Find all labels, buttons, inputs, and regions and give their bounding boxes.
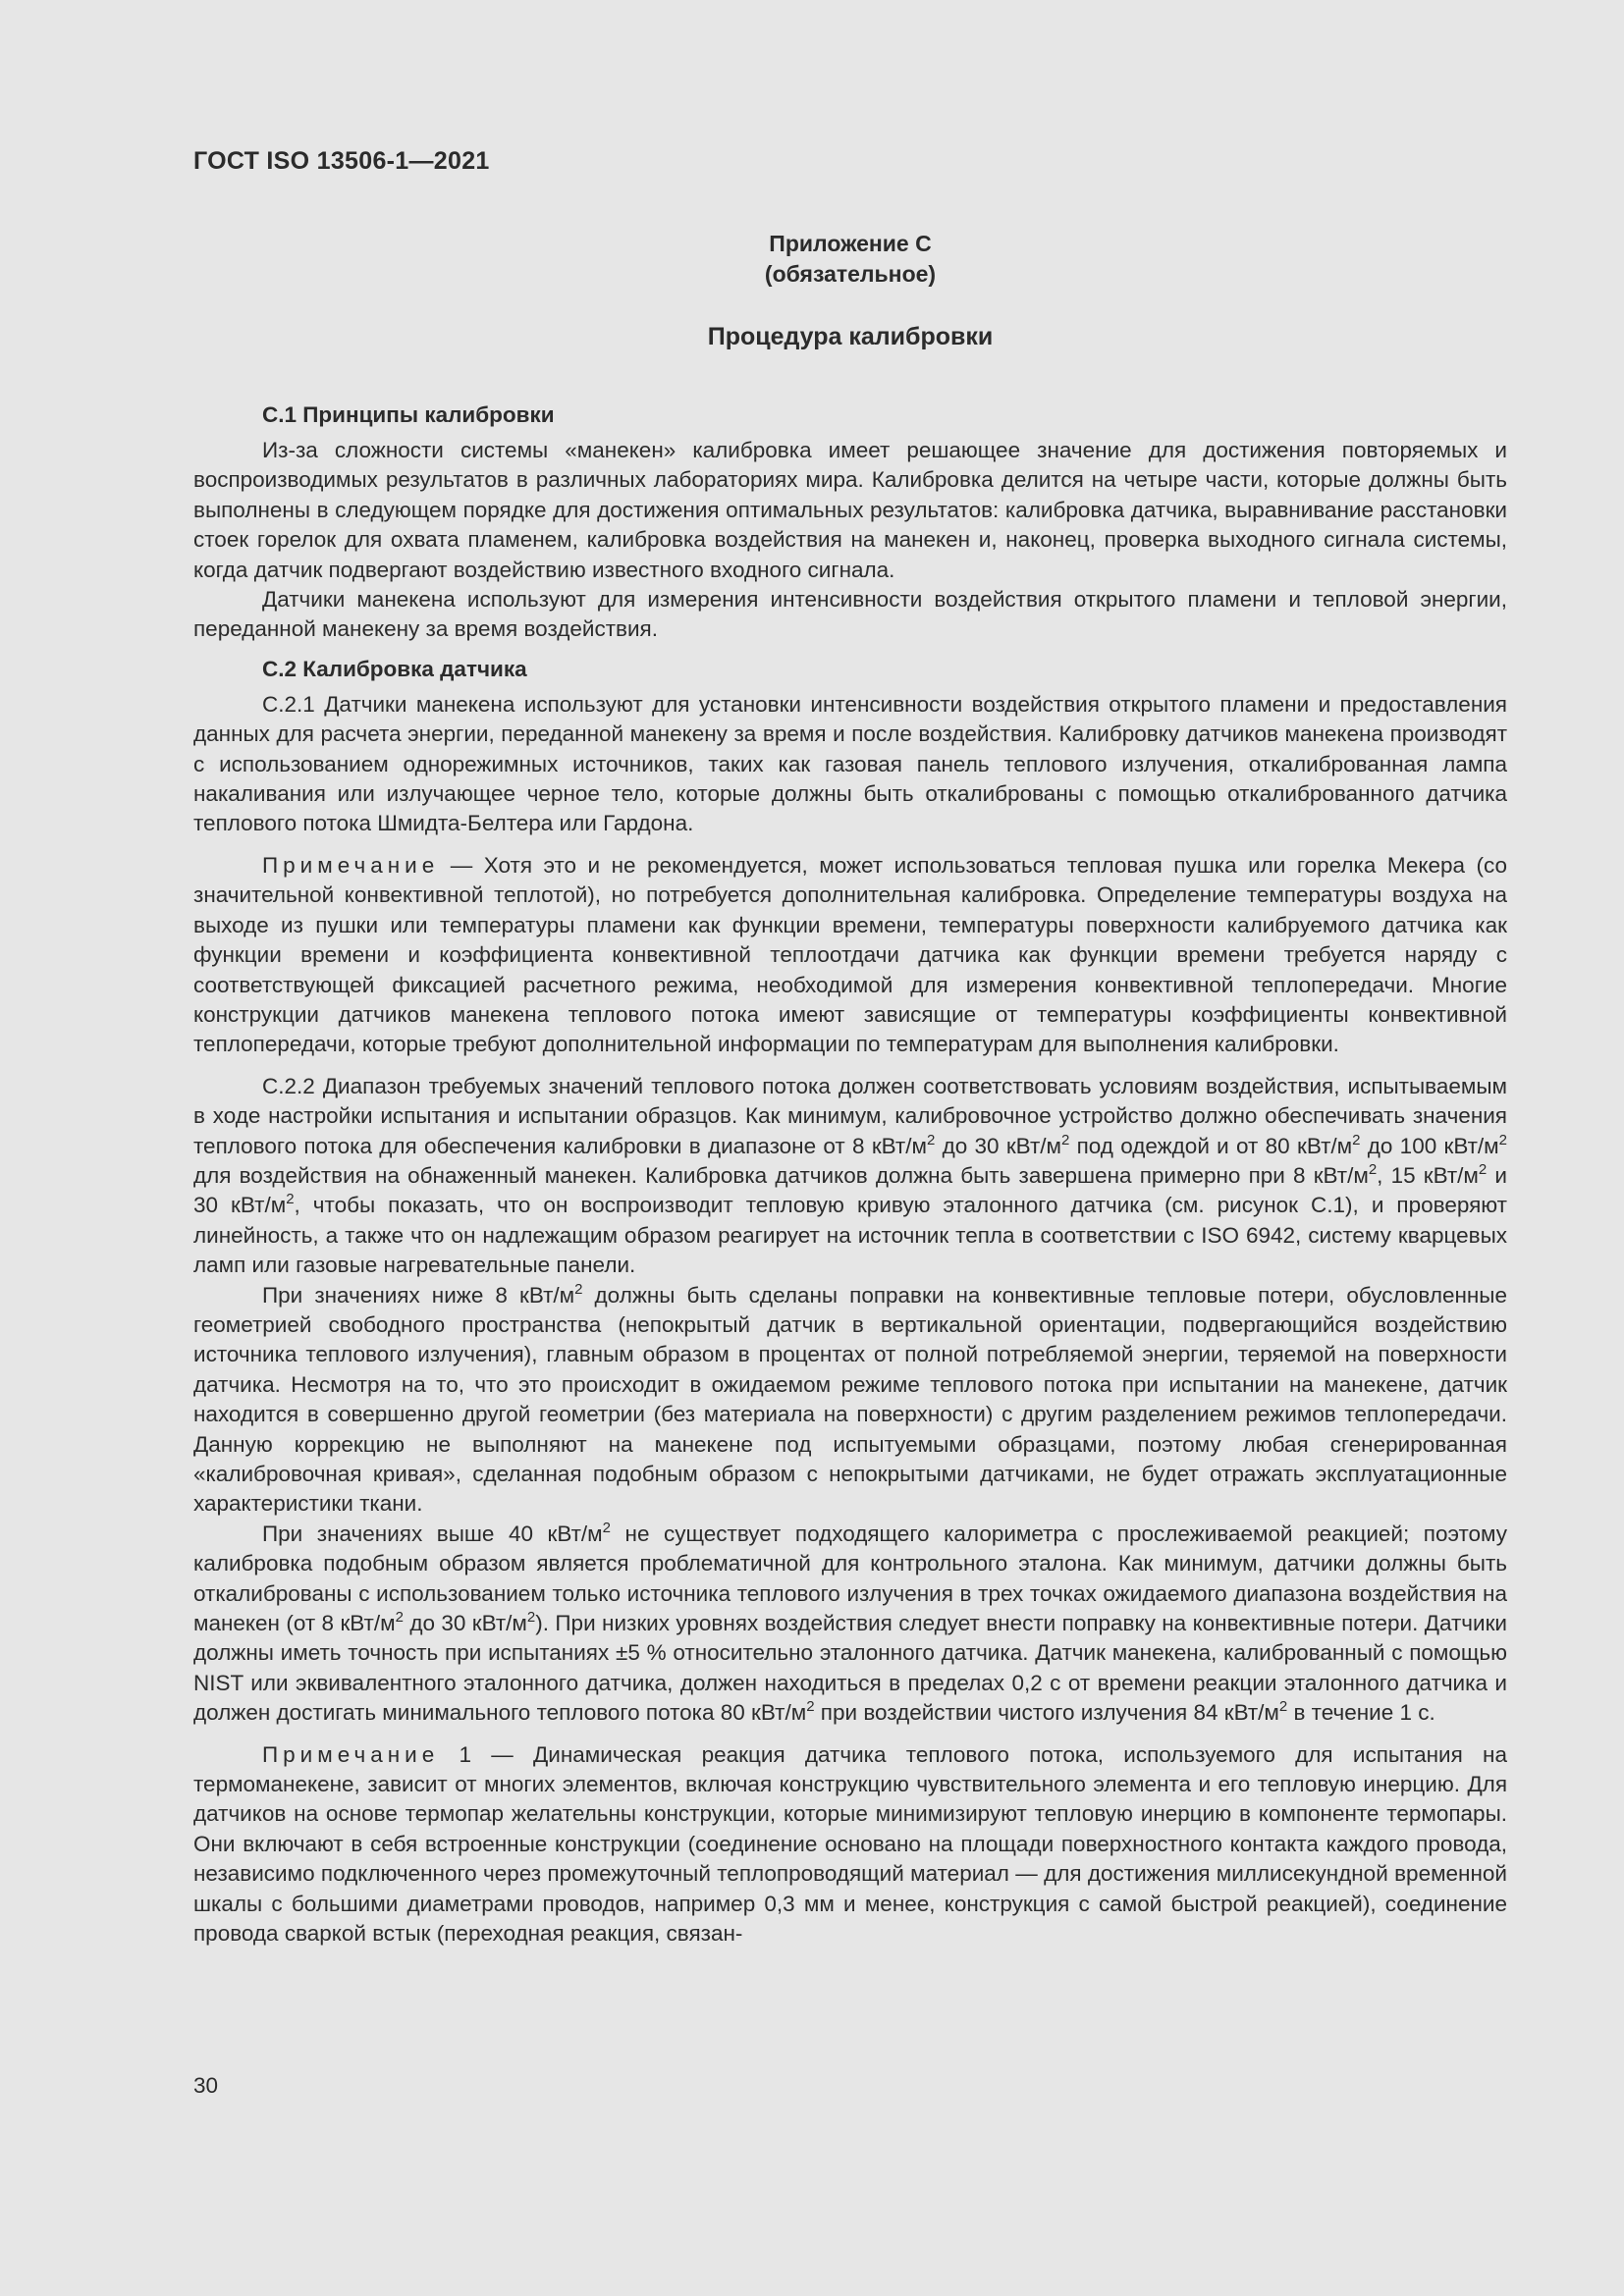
note-text: — Хотя это и не рекомендуется, может использоваться тепловая пушка или горелка Мекера (со значительной конвективной теплотой), но потребуется дополнительная калибровка. Определение температуры воздуха на выходе из пушки или температуры пламени как функции времени, температуры поверхности калибруемого датчика как функции времени и коэффициента конвективной теплоотдачи датчика как функции времени требуется наряду с соответствующей фиксацией расчетного режима, необходимой для измерения конвективной теплопередачи. Многие конструкции датчиков манекена теплового потока имеют зависящие от температуры коэффициенты конвективной теплопередачи, которые требуют дополнительной информации по температурам для выполнения калибровки. <box>193 852 1507 1057</box>
note-paragraph-1 <box>193 851 1507 1060</box>
superscript: 2 <box>602 1519 611 1536</box>
superscript: 2 <box>926 1131 936 1148</box>
document-page <box>193 147 1507 1949</box>
section-heading-c1: С.1 Принципы калибровки <box>262 402 555 427</box>
superscript: 2 <box>1060 1131 1070 1148</box>
superscript: 2 <box>1498 1131 1507 1148</box>
appendix-title: Процедура калибровки <box>707 323 994 350</box>
text-run: при воздействии чистого излучения 84 кВт/м <box>814 1700 1279 1726</box>
text-run: до 100 кВт/м <box>1360 1133 1499 1158</box>
note-text: 1 — Динамическая реакция датчика теплового потока, используемого для испытания на термоманекене, зависит от многих элементов, включая конструкцию чувствительного элемента и его тепловую инерцию. Для датчиков на основе термопар желательны конструкции, которые минимизируют тепловую инерцию в компоненте термопары. Они включают в себя встроенные конструкции (соединение основано на площади поверхностного контакта каждого провода, независимо подключенного через промежуточный теплопроводящий материал — для достижения миллисекундной временной шкалы с большими диаметрами проводов, например 0,3 мм и менее, конструкция с самой быстрой реакцией), соединение провода сваркой встык (переходная реакция, связан- <box>193 1741 1507 1947</box>
text-run: При значениях выше 40 кВт/м <box>262 1521 603 1546</box>
text-run: до 30 кВт/м <box>935 1133 1061 1158</box>
text-run: в течение 1 с. <box>1287 1700 1435 1726</box>
paragraph-c2-4 <box>193 1520 1507 1729</box>
text-run: не существует подходящего калориметра с прослеживаемой реакцией; поэтому калибровка подобным образом является проблематичной для контрольного эталона. Как минимум, датчики должны быть откалиброваны с использованием только источника теплового излучения в трех точках ожидаемого диапазона воздействия на манекен (от 8 кВт/м <box>193 1521 1507 1636</box>
text-run: , чтобы показать, что он воспроизводит тепловую кривую эталонного датчика (см. рисунок С.1), и проверяют линейность, а также что он надлежащим образом реагирует на источник тепла в соответствии с ISO 6942, систему кварцевых ламп или газовые нагревательные панели. <box>193 1193 1507 1278</box>
note-paragraph-2 <box>193 1740 1507 1949</box>
superscript: 2 <box>1368 1160 1378 1178</box>
superscript: 2 <box>526 1609 536 1627</box>
section-heading-c2: С.2 Калибровка датчика <box>262 656 527 681</box>
text-run: должны быть сделаны поправки на конвективные тепловые потери, обусловленные геометрией свободного пространства (непокрытый датчик в вертикальной ориентации, подвергающийся воздействию источника теплового излучения), главным образом в процентах от полной потребляемой энергии, теряемой на поверхности датчика. Несмотря на то, что это происходит в ожидаемом режиме теплового потока при испытании на манекене, датчик находится в совершенно другой геометрии (без материала на поверхности) с другим разделением режимов теплопередачи. Данную коррекцию не выполняют на манекене под испытуемыми образцами, поэтому любая сгенерированная «калибровочная кривая», сделанная подобным образом с непокрытыми датчиками, не будет отражать эксплуатационные характеристики ткани. <box>193 1282 1507 1517</box>
text-run: ). При низких уровнях воздействия следует внести поправку на конвективные потери. Датчики должны иметь точность при испытаниях ±5 % относительно эталонного датчика. Датчик манекена, калиброванный с помощью NIST или эквивалентного эталонного датчика, должен находиться в пределах 0,2 с от времени реакции эталонного датчика и должен достигать минимального теплового потока 80 кВт/м <box>193 1611 1507 1726</box>
paragraph-c2-3 <box>193 1281 1507 1520</box>
paragraph-c1-2: Датчики манекена используют для измерения интенсивности воздействия открытого пламени и тепловой энергии, переданной манекену за время воздействия. <box>193 587 1507 642</box>
text-run: При значениях ниже 8 кВт/м <box>262 1282 575 1308</box>
appendix-status: (обязательное) <box>764 261 937 287</box>
paragraph-c2-2 <box>193 1072 1507 1281</box>
superscript: 2 <box>574 1280 583 1298</box>
superscript: 2 <box>1478 1160 1488 1178</box>
text-run: под одеждой и от 80 кВт/м <box>1069 1133 1353 1158</box>
paragraph-c2-1: С.2.1 Датчики манекена используют для установки интенсивности воздействия открытого пламени и предоставления данных для расчета энергии, переданной манекену за время и после воздействия. Калибровку датчиков манекена производят с использованием однорежимных источников, таких как газовая панель теплового излучения, откалиброванная лампа накаливания или излучающее черное тело, которые должны быть откалиброваны с помощью откалиброванного датчика теплового потока Шмидта-Белтера или Гардона. <box>193 691 1507 836</box>
paragraph-c1-1: Из-за сложности системы «манекен» калибровка имеет решающее значение для достижения повторяемых и воспроизводимых результатов в различных лабораториях мира. Калибровка делится на четыре части, которые должны быть выполнены в следующем порядке для достижения оптимальных результатов: калибровка датчика, выравнивание расстановки стоек горелок для охвата пламенем, калибровка воздействия на манекен и, наконец, проверка выходного сигнала системы, когда датчик подвергают воздействию известного входного сигнала. <box>193 438 1507 582</box>
text-run: для воздействия на обнаженный манекен. Калибровка датчиков должна быть завершена примерно при 8 кВт/м <box>193 1162 1369 1188</box>
superscript: 2 <box>286 1191 295 1208</box>
text-run: С.2.2 Диапазон требуемых значений теплового потока должен соответствовать условиям воздействия, испытываемым в ходе настройки испытания и испытании образцов. Как минимум, калибровочное устройство должно обеспечивать значения теплового потока для обеспечения калибровки в диапазоне от 8 кВт/м <box>193 1073 1507 1158</box>
appendix-label: Приложение С <box>769 231 932 256</box>
superscript: 2 <box>1352 1131 1361 1148</box>
text-run: , 15 кВт/м <box>1377 1162 1479 1188</box>
superscript: 2 <box>806 1698 815 1716</box>
superscript: 2 <box>395 1609 404 1627</box>
page-number: 30 <box>193 2073 219 2098</box>
text-run: и 30 кВт/м <box>193 1162 1507 1218</box>
note-label: Примечание <box>262 852 440 878</box>
document-code-header: ГОСТ ISO 13506-1—2021 <box>193 147 490 175</box>
note-label: Примечание <box>262 1741 440 1767</box>
text-run: до 30 кВт/м <box>403 1611 527 1636</box>
superscript: 2 <box>1278 1698 1288 1716</box>
